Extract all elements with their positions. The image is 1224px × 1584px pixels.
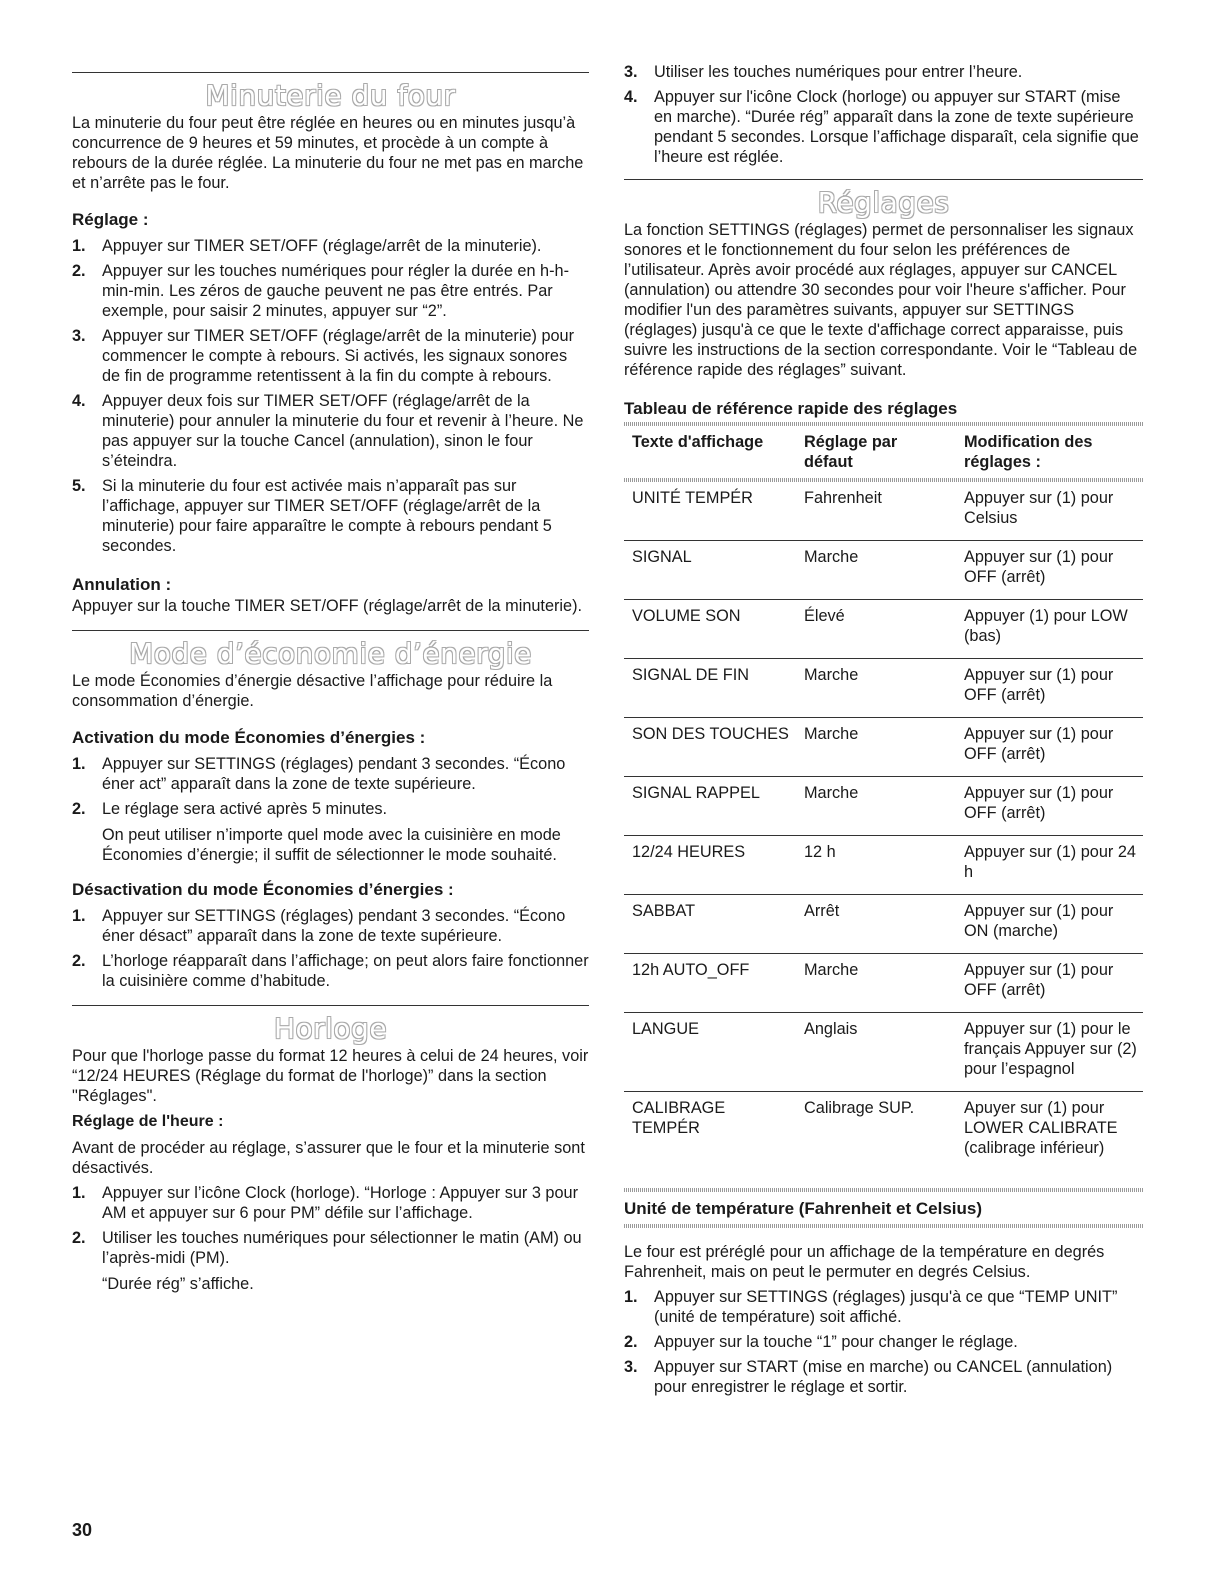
section-divider (72, 630, 589, 631)
table-cell: CALIBRAGE TEMPÉR (632, 1099, 726, 1137)
minuterie-intro: La minuterie du four peut être réglée en heures ou en minutes jusqu’à concurrence de 9 heures et 59 minutes, et procède à un compte à rebours de la durée réglée. La minuterie du four ne met pas en marche et n’arrête pas le four. (72, 114, 584, 192)
list-item: 2. Utiliser les touches numériques pour sélectionner le matin (AM) ou l’après-midi (PM). (72, 1229, 582, 1267)
list-item: 1. Appuyer sur TIMER SET/OFF (réglage/arrêt de la minuterie). (72, 237, 542, 255)
list-item: 4. Appuyer deux fois sur TIMER SET/OFF (réglage/arrêt de la minuterie) pour annuler la minuterie du four et revenir à l’heure. Ne pas appuyer sur la touche Cancel (annulation), sinon le four s’éteindra. (72, 392, 584, 470)
reglage-heure-heading: Réglage de l'heure : (72, 1113, 224, 1130)
reglages-title: Réglages (817, 186, 950, 219)
economie-title: Mode d’économie d’énergie (129, 637, 532, 670)
column-header: Réglage par défaut (804, 433, 898, 471)
table-row (624, 895, 1143, 954)
table-row (624, 1013, 1143, 1092)
table-row (624, 600, 1143, 659)
table-cell: Appuyer sur (1) pour 24 h (956, 836, 1143, 895)
list-item: 5. Si la minuterie du four est activée mais n’apparaît pas sur l’affichage, appuyer sur TIMER SET/OFF (réglage/arrêt de la minuterie) pour faire apparaître le compte à rebours pendant 5 secondes. (72, 477, 552, 555)
annulation-text: Appuyer sur la touche TIMER SET/OFF (réglage/arrêt de la minuterie). (72, 597, 583, 615)
table-cell: Anglais (796, 1013, 956, 1092)
table-row (624, 482, 1143, 541)
table-cell: Appuyer (1) pour LOW (bas) (956, 600, 1143, 659)
table-cell: SABBAT (624, 895, 796, 954)
list-item: 2. L’horloge réapparaît dans l’affichage; on peut alors faire fonctionner la cuisinière comme d’habitude. (72, 952, 589, 990)
table-cell: Appuyer sur (1) pour OFF (arrêt) (956, 659, 1143, 718)
table-cell: Marche (796, 541, 956, 600)
table-cell: Apuyer sur (1) pour LOWER CALIBRATE (calibrage inférieur) (964, 1099, 1118, 1157)
column-header: Modification des réglages : (964, 433, 1093, 471)
table-cell: Arrêt (796, 895, 956, 954)
table-cell: Marche (796, 718, 956, 777)
table-row (624, 836, 1143, 895)
table-cell: 12/24 HEURES (624, 836, 796, 895)
table-cell: Appuyer sur (1) pour le français Appuyer sur (2) pour l’espagnol (956, 1013, 1143, 1092)
list-item: 3. Appuyer sur START (mise en marche) ou CANCEL (annulation) pour enregistrer le réglage et sortir. (624, 1358, 1113, 1396)
column-header: Texte d'affichage (632, 433, 764, 451)
table-cell: Appuyer sur (1) pour ON (marche) (956, 895, 1143, 954)
table-cell: Marche (796, 659, 956, 718)
section-divider (72, 72, 589, 73)
list-item: 4. Appuyer sur l'icône Clock (horloge) ou appuyer sur START (mise en marche). “Durée rég” apparaît dans la zone de texte supérieure pendant 5 secondes. Lorsque l’affichage disparaît, cela signifie que l’heure est réglée. (624, 88, 1139, 166)
list-item: 3. Appuyer sur TIMER SET/OFF (réglage/arrêt de la minuterie) pour commencer le compte à rebours. Si activés, les signaux sonores de fin de programme retentissent à la fin du compte à rebours. (72, 327, 575, 385)
unite-intro: Le four est préréglé pour un affichage de la température en degrés Fahrenheit, mais on peut le permuter en degrés Celsius. (624, 1243, 1105, 1281)
left-column (72, 60, 589, 1294)
table-row (624, 777, 1143, 836)
settings-table (624, 426, 1143, 1170)
table-cell: Marche (796, 777, 956, 836)
horloge-steps-continued (624, 62, 1143, 167)
list-item: 3. Utiliser les touches numériques pour entrer l’heure. (624, 63, 1023, 81)
table-cell: Appuyer sur (1) pour OFF (arrêt) (956, 954, 1143, 1013)
table-cell: Appuyer sur (1) pour OFF (arrêt) (956, 541, 1143, 600)
subsection-rule (624, 1188, 1143, 1192)
table-cell: Appuyer sur (1) pour OFF (arrêt) (956, 718, 1143, 777)
table-cell: LANGUE (624, 1013, 796, 1092)
table-cell: Calibrage SUP. (804, 1099, 915, 1117)
list-item: 1. Appuyer sur SETTINGS (réglages) pendant 3 secondes. “Écono éner désact” apparaît dans la zone de texte supérieure. (72, 907, 566, 945)
table-cell: Marche (796, 954, 956, 1013)
table-cell: SON DES TOUCHES (624, 718, 796, 777)
table-cell: Appuyer sur (1) pour Celsius (956, 482, 1143, 541)
table-header-row (624, 426, 1143, 478)
activation-heading: Activation du mode Économies d’énergies : (72, 728, 426, 747)
activation-steps (72, 754, 589, 819)
table-row (624, 954, 1143, 1013)
table-row (624, 541, 1143, 600)
table-cell: 12 h (796, 836, 956, 895)
table-cell: UNITÉ TEMPÉR (624, 482, 796, 541)
table-cell: Appuyer sur (1) pour OFF (arrêt) (956, 777, 1143, 836)
table-cell: VOLUME SON (624, 600, 796, 659)
table-title: Tableau de référence rapide des réglages (624, 399, 958, 418)
list-item: 2. Appuyer sur la touche “1” pour changer le réglage. (624, 1333, 1018, 1351)
list-item: 1. Appuyer sur SETTINGS (réglages) pendant 3 secondes. “Écono éner act” apparaît dans la zone de texte supérieure. (72, 755, 566, 793)
table-cell: SIGNAL RAPPEL (624, 777, 796, 836)
activation-note: On peut utiliser n’importe quel mode avec la cuisinière en mode Économies d’énergie; il suffit de sélectionner le mode souhaité. (102, 826, 561, 864)
table-cell: Élevé (796, 600, 956, 659)
table-row (624, 659, 1143, 718)
list-item: 1. Appuyer sur SETTINGS (réglages) jusqu'à ce que “TEMP UNIT” (unité de température) soit affiché. (624, 1288, 1118, 1326)
table-row (624, 718, 1143, 777)
table-cell: Fahrenheit (796, 482, 956, 541)
list-item: 2. Appuyer sur les touches numériques pour régler la durée en h-h-min-min. Les zéros de gauche peuvent ne pas être entrés. Par exemple, pour saisir 2 minutes, appuyer sur “2”. (72, 262, 569, 320)
table-row (624, 1092, 1143, 1171)
table-cell: SIGNAL (624, 541, 796, 600)
reglage-heading: Réglage : (72, 210, 149, 229)
annulation-heading: Annulation : (72, 575, 172, 594)
unite-steps (624, 1287, 1143, 1397)
unite-title: Unité de température (Fahrenheit et Celsius) (624, 1199, 983, 1218)
subsection-rule (624, 1224, 1143, 1228)
horloge-title: Horloge (273, 1012, 388, 1045)
list-item: 1. Appuyer sur l’icône Clock (horloge). “Horloge : Appuyer sur 3 pour AM et appuyer sur 6 pour PM” défile sur l’affichage. (72, 1184, 579, 1222)
minuterie-steps (72, 236, 589, 556)
horloge-intro: Pour que l'horloge passe du format 12 heures à celui de 24 heures, voir “12/24 HEURES (Réglage du format de l'horloge)” dans la section "Réglages". (72, 1047, 589, 1105)
list-item: 2. Le réglage sera activé après 5 minutes. (72, 800, 388, 818)
table-cell: 12h AUTO_OFF (624, 954, 796, 1013)
section-divider (72, 1005, 589, 1006)
desactivation-steps (72, 906, 589, 991)
horloge-steps (72, 1183, 589, 1268)
right-column (624, 60, 1143, 1397)
economie-intro: Le mode Économies d’énergie désactive l’affichage pour réduire la consommation d’énergie. (72, 672, 553, 710)
desactivation-heading: Désactivation du mode Économies d’énergies : (72, 880, 454, 899)
step2-note: “Durée rég” s’affiche. (102, 1275, 254, 1293)
minuterie-title: Minuterie du four (205, 79, 456, 112)
reglage-heure-text: Avant de procéder au réglage, s’assurer que le four et la minuterie sont désactivés. (72, 1139, 585, 1177)
reglages-intro: La fonction SETTINGS (réglages) permet de personnaliser les signaux sonores et le fonctionnement du four selon les préférences de l’utilisateur. Après avoir procédé aux réglages, appuyer sur CANCEL (annulation) ou attendre 30 secondes pour voir l'heure s'afficher. Pour modifier l'un des paramètres suivants, appuyer sur SETTINGS (réglages) jusqu'à ce que le texte d'affichage correct apparaisse, puis suivre les instructions de la section correspondante. Voir le “Tableau de référence rapide des réglages” suivant. (624, 221, 1138, 379)
table-cell: SIGNAL DE FIN (624, 659, 796, 718)
page-number: 30 (72, 1520, 93, 1540)
section-divider (624, 179, 1143, 180)
